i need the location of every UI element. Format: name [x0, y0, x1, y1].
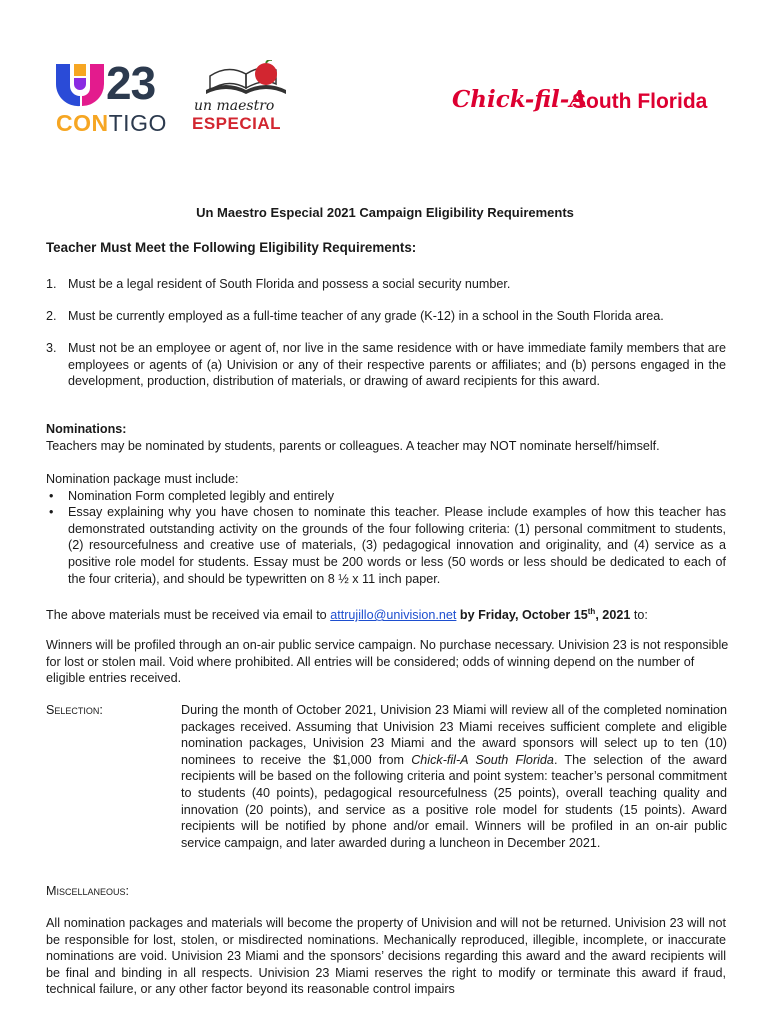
- univision-number: 23: [106, 57, 156, 109]
- requirement-item: [46, 340, 726, 390]
- un-maestro-especial-logo: [192, 60, 302, 140]
- selection-sponsor: Chick-fil-A South Florida: [411, 752, 554, 767]
- nominations-heading: Nominations:: [46, 422, 127, 436]
- package-bullet-text: Nomination Form completed legibly and entirely: [68, 488, 334, 503]
- nominations-section: [46, 421, 726, 454]
- winners-paragraph: Winners will be profiled through an on-air public service campaign. No purchase necessary. Univision 23 is not responsible for lost or stolen mail. Void where prohibited. All entries will be considered; odds of winning depend on the number of eligible entries received.: [46, 638, 729, 686]
- list-item: [46, 488, 726, 505]
- chick-region: South Florida: [572, 90, 708, 113]
- bullet-icon: •: [49, 505, 54, 520]
- package-section: [46, 471, 726, 587]
- deadline-year: , 2021: [595, 608, 631, 623]
- deadline-prefix: The above materials must be received via email to: [46, 608, 331, 623]
- chick-fil-a-script: Chick-fil-A: [452, 86, 588, 113]
- univision-mark-icon: [54, 62, 106, 108]
- package-intro: Nomination package must include:: [46, 472, 239, 486]
- deadline-date: by Friday, October 15: [456, 608, 588, 623]
- bullet-icon: •: [49, 488, 54, 503]
- requirement-text: Must be a legal resident of South Florida and possess a social security number.: [68, 277, 511, 291]
- maestro-line2: ESPECIAL: [192, 114, 282, 133]
- page-title: Un Maestro Especial 2021 Campaign Eligibility Requirements: [196, 205, 574, 220]
- requirement-text: Must be currently employed as a full-time teacher of any grade (K-12) in a school in the South Florida area.: [68, 309, 664, 323]
- logo-header: [0, 56, 770, 146]
- selection-text-b: . The selection of the award recipients will be based on the following criteria and point system: teacher’s personal commitment to students (40 points), pedagogical resourcefulness (25 points), overall teaching quality and innovation (20 points), and service as a positive role model for students (15 points). Award recipients will be notified by phone and/or email. Winners will be profiled in an on-air public service campaign, and later awarded during a luncheon in December 2021.: [181, 752, 728, 850]
- nominations-text: Teachers may be nominated by students, parents or colleagues. A teacher may NOT nominate herself/himself.: [46, 438, 660, 453]
- eligibility-heading: Teacher Must Meet the Following Eligibility Requirements:: [46, 240, 417, 255]
- email-link[interactable]: attrujillo@univision.net: [330, 608, 457, 623]
- miscellaneous-label: Miscellaneous:: [46, 884, 130, 898]
- package-bullet-text: Essay explaining why you have chosen to nominate this teacher. Please include examples of how this teacher has demonstrated outstanding activity on the grounds of the four following criteria: (1) personal commitment to students, (2) resourcefulness and creative use of materials, (3) pedagogical innovation and originality, and (4) service as a positive role model for students. Essay must be 200 words or less (50 words or less should be dedicated to each of the four criteria), and should be typewritten on 8 ½ x 11 inch paper.: [68, 505, 726, 586]
- contigo-wordmark: [56, 110, 167, 137]
- selection-label: Selection:: [46, 703, 103, 717]
- chick-fil-a-south-florida-logo: [452, 82, 722, 132]
- requirement-item: [46, 308, 726, 325]
- requirement-item: [46, 276, 726, 293]
- book-apple-icon: [196, 60, 296, 100]
- requirement-number: 1.: [46, 277, 57, 291]
- selection-text: [181, 702, 727, 851]
- list-item: [46, 504, 726, 587]
- univision-23-contigo-logo: [54, 57, 184, 138]
- deadline-suffix: to:: [630, 608, 648, 623]
- requirement-number: 2.: [46, 309, 57, 323]
- contigo-bold: CON: [56, 110, 109, 136]
- miscellaneous-text: All nomination packages and materials will become the property of Univision and will not be returned. Univision 23 will not be responsible for lost, stolen, or misdirected nominations. Mechanically reproduced, illegible, incomplete, or inaccurate nominations are void. Univision 23 Miami and the sponsors’ decisions regarding this award and the award recipients will be final and binding in all respects. Univision 23 Miami reserves the right to modify or terminate this award if fraud, technical failure, or any other factor beyond its reasonable control impairs: [46, 916, 726, 997]
- requirement-text: Must not be an employee or agent of, nor live in the same residence with or have immediate family members that are employees or agents of (a) Univision or any of their respective parents or affiliates; and (b) persons engaged in the development, production, distribution of materials, or drawing of award recipients for this award.: [68, 341, 726, 389]
- deadline-line: [46, 604, 736, 624]
- deadline-ordinal: th: [587, 607, 596, 616]
- contigo-light: TIGO: [108, 110, 167, 136]
- selection-text-a: During the month of October 2021, Univision 23 Miami will review all of the completed nomination packages received. Assuming that Univision 23 Miami receives sufficient complete and eligible nomination packages, Univision 23 Miami and the award sponsors will select up to ten (10) nominees to receive the $1,000 from: [181, 703, 727, 767]
- maestro-line1: un maestro: [194, 98, 275, 114]
- requirement-number: 3.: [46, 341, 57, 355]
